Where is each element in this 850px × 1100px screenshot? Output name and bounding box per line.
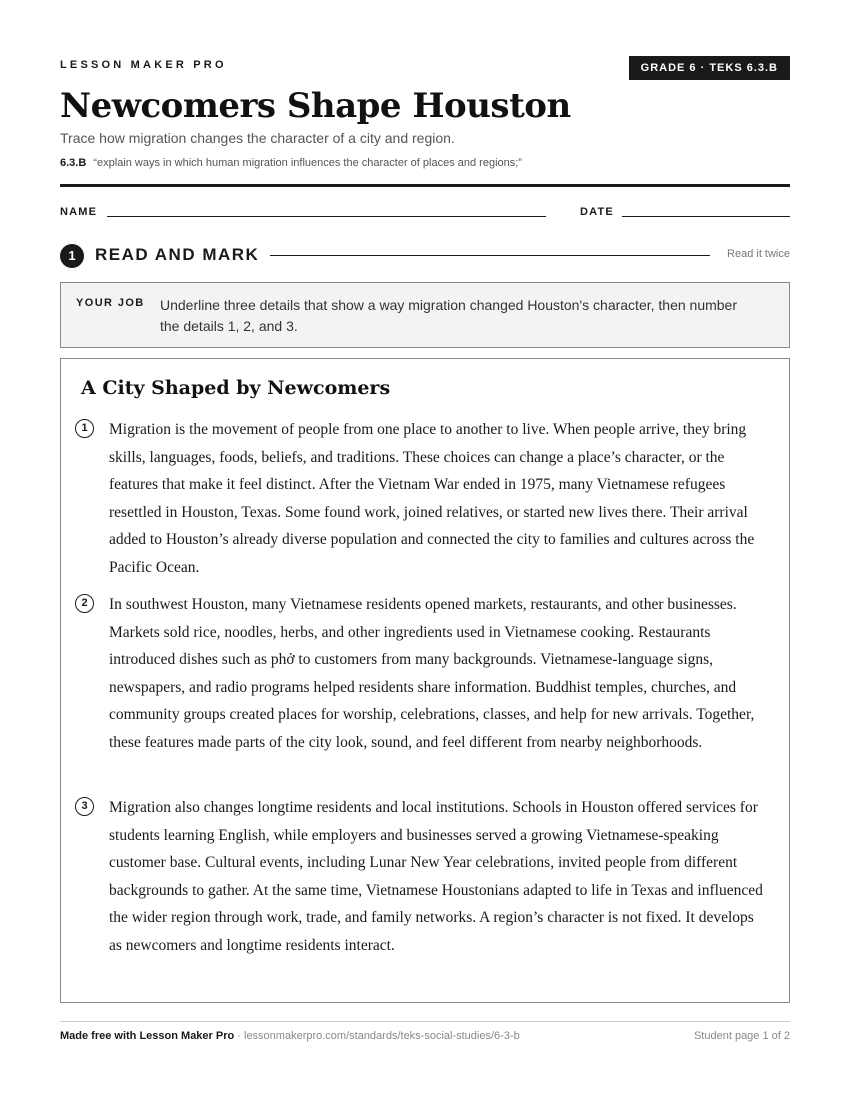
standard-code: 6.3.B — [60, 157, 87, 169]
paragraph-number: 3 — [75, 797, 94, 816]
job-box — [60, 282, 790, 348]
paragraph-text: In southwest Houston, many Vietnamese residents opened markets, restaurants, and other businesses. Markets sold rice, noodles, herbs, and other ingredients used in Vietnamese cooking. Restaurants introduced dishes such as phở to customers from many backgrounds. Vietnamese-language signs, newspapers, and radio programs helped residents share information. Buddhist temples, churches, and community groups created places for worship, celebrations, classes, and help for new arrivals. Together, these features made parts of the city look, sound, and feel different from nearby neighborhoods. — [109, 596, 755, 751]
name-field[interactable] — [107, 216, 546, 217]
section-title: READ AND MARK — [95, 245, 260, 264]
footer-divider — [60, 1021, 790, 1022]
top-bar — [60, 56, 790, 80]
section-divider — [270, 255, 710, 256]
reading-title: A City Shaped by Newcomers — [81, 377, 391, 399]
standard-text: “explain ways in which human migration influences the character of places and regions;” — [93, 157, 522, 169]
page-title: Newcomers Shape Houston — [60, 86, 571, 126]
worksheet-page — [60, 0, 790, 1100]
footer-made-with: Made free with Lesson Maker Pro — [60, 1030, 235, 1042]
page-subtitle: Trace how migration changes the character of a city and region. — [60, 130, 455, 146]
standard-line — [60, 157, 522, 169]
date-label: DATE — [580, 206, 614, 218]
grade-badge: GRADE 6 · TEKS 6.3.B — [629, 56, 790, 80]
paragraph-text: Migration also changes longtime residents and local institutions. Schools in Houston offered services for students learning English, while employers and businesses served a growing Vietnamese-speaking customer base. Cultural events, including Lunar New Year celebrations, invited people from different backgrounds to gather. At the same time, Vietnamese Houstonians adapted to life in Texas and influenced the wider region through work, trade, and family networks. A region’s character is not fixed. It develops as newcomers and longtime residents interact. — [109, 799, 763, 954]
paragraph-number: 1 — [75, 419, 94, 438]
footer-page-number: Student page 1 of 2 — [693, 1030, 790, 1042]
paragraph-text: Migration is the movement of people from one place to another to live. When people arrive, they bring skills, languages, foods, beliefs, and traditions. These choices can change a place’s character, or the features that make it feel distinct. After the Vietnam War ended in 1975, many Vietnamese refugees resettled in Houston, Texas. Some found work, joined relatives, or started new lives there. Their arrival added to Houston’s already diverse population and connected the city to families and cultures across the Pacific Ocean. — [109, 421, 755, 576]
reading-passage — [60, 358, 790, 1003]
section-note: Read it twice — [727, 248, 790, 260]
footer-url: · lessonmakerpro.com/standards/teks-social-studies/6-3-b — [234, 1030, 520, 1042]
date-field[interactable] — [622, 216, 790, 217]
job-instructions: Underline three details that show a way migration changed Houston's character, then number the details 1, 2, and 3. — [160, 297, 738, 334]
paragraph-number: 2 — [75, 594, 94, 613]
footer-credit — [60, 1030, 520, 1042]
header-divider — [60, 184, 790, 187]
job-label: YOUR JOB — [76, 297, 145, 309]
name-date-row — [60, 204, 790, 220]
brand-name: LESSON MAKER PRO — [60, 59, 227, 71]
section-number-badge: 1 — [60, 244, 84, 268]
name-label: NAME — [60, 206, 98, 218]
section-header — [60, 243, 790, 269]
